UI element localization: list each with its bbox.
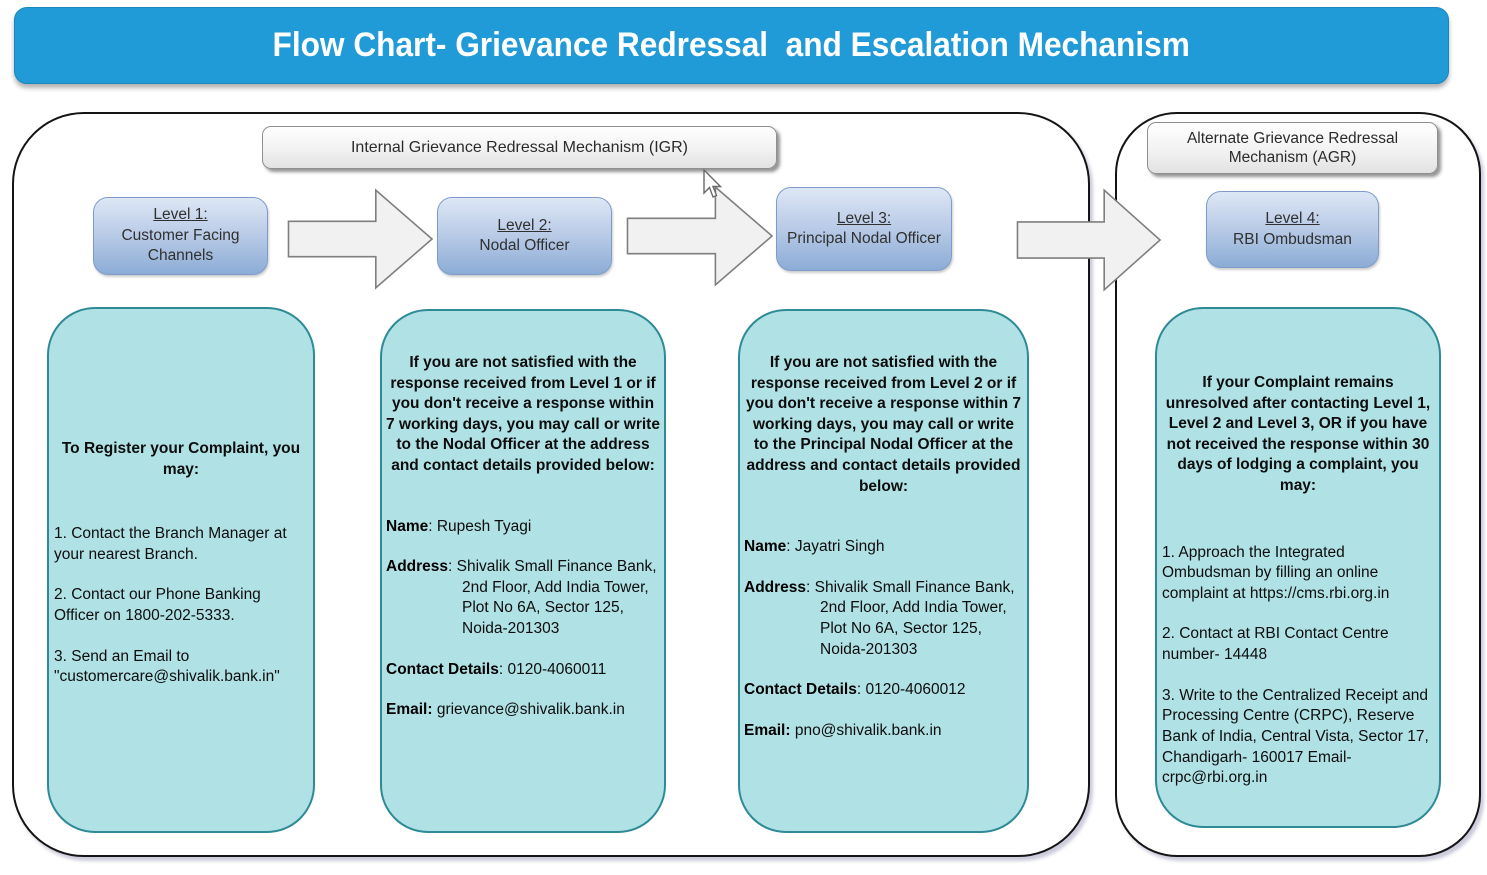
level1-item-1: 1. Contact the Branch Manager at your nearest Branch. <box>54 525 287 563</box>
arrow-level1-to-level2-icon <box>287 187 435 291</box>
level3-name: Principal Nodal Officer <box>787 230 941 247</box>
level3-box <box>776 187 952 271</box>
name-label: Name <box>386 517 429 535</box>
contact-value: : 0120-4060012 <box>856 681 966 699</box>
level1-label: Level 1: <box>153 206 208 224</box>
mouse-cursor-icon <box>701 169 725 199</box>
level2-name-line <box>386 517 660 538</box>
name-value: : Jayatri Singh <box>786 538 885 556</box>
address-value: : Shivalik Small Finance Bank, 2nd Floor, Add India Tower, Plot No 6A, Sector 125, Noida-201303 <box>806 578 1015 658</box>
level3-contact-line <box>744 680 1023 701</box>
level1-detail-box <box>47 307 315 833</box>
level2-name: Nodal Officer <box>479 237 570 254</box>
level2-box <box>437 197 612 275</box>
contact-value: : 0120-4060011 <box>498 660 607 678</box>
arrow-level3-to-level4-icon <box>1016 187 1163 293</box>
title-banner <box>14 7 1449 84</box>
level2-detail-box <box>380 309 666 833</box>
level4-label: Level 4: <box>1265 210 1320 228</box>
address-value: : Shivalik Small Finance Bank, 2nd Floor, Add India Tower, Plot No 6A, Sector 125, Noida-201303 <box>448 558 657 638</box>
level2-label: Level 2: <box>497 216 552 234</box>
level1-box <box>93 197 268 275</box>
level1-item-2: 2. Contact our Phone Banking Officer on 1800-202-5333. <box>54 586 261 625</box>
level1-detail-heading: To Register your Complaint, you may: <box>61 440 301 478</box>
level3-detail-intro: If you are not satisfied with the response received from Level 2 or if you don't receive a response within 7 working days, you may call or write to the Principal Nodal Officer at the address and contact details provided below: <box>745 354 1021 495</box>
level4-box <box>1206 191 1379 268</box>
contact-label: Contact Details <box>744 681 857 699</box>
level2-contact-line <box>386 660 660 681</box>
arrow-level2-to-level3-icon <box>626 184 775 288</box>
level2-email-line <box>386 700 660 721</box>
level4-item-1: 1. Approach the Integrated Ombudsman by filling an online complaint at https://cms.rbi.org.in <box>1162 543 1390 602</box>
level2-detail-intro: If you are not satisfied with the response received from Level 1 or if you don't receive a response within 7 working days, you may call or write to the Nodal Officer at the address and contact details provided below: <box>386 354 660 475</box>
level3-email-line <box>744 721 1023 742</box>
contact-label: Contact Details <box>386 660 499 678</box>
email-value: grievance@shivalik.bank.in <box>432 701 625 719</box>
level3-name-line <box>744 537 1023 558</box>
level2-address-line <box>386 557 660 639</box>
level4-name: RBI Ombudsman <box>1233 230 1352 248</box>
level3-detail-box <box>738 309 1029 833</box>
address-label: Address <box>386 558 449 576</box>
address-label: Address <box>744 578 807 596</box>
email-label: Email: <box>744 721 791 739</box>
level4-detail-box <box>1155 307 1441 828</box>
level4-item-3: 3. Write to the Centralized Receipt and Processing Centre (CRPC), Reserve Bank of India, Central Vista, Sector 17, Chandigarh- 160017 Email- crpc@rbi.org.in <box>1162 686 1429 787</box>
name-value: : Rupesh Tyagi <box>428 517 532 535</box>
igr-section-header <box>262 126 777 169</box>
level3-address-line <box>744 578 1023 660</box>
level3-label: Level 3: <box>836 209 892 227</box>
email-value: pno@shivalik.bank.in <box>790 721 942 739</box>
level4-detail-intro: If your Complaint remains unresolved after contacting Level 1, Level 2 and Level 3, OR if you have not received the response within 30 days of lodging a complaint, you may: <box>1165 374 1431 495</box>
name-label: Name <box>744 538 787 556</box>
level1-name: Customer Facing Channels <box>121 226 240 265</box>
level1-item-3: 3. Send an Email to "customercare@shivalik.bank.in" <box>54 647 280 686</box>
level4-item-2: 2. Contact at RBI Contact Centre number- 14448 <box>1162 625 1389 664</box>
email-label: Email: <box>386 701 433 719</box>
page-title: Flow Chart- Grievance Redressal and Escalation Mechanism <box>272 26 1191 64</box>
agr-section-header <box>1147 122 1438 174</box>
igr-section-header-label: Internal Grievance Redressal Mechanism (IGR) <box>350 138 688 156</box>
agr-section-header-label: Alternate Grievance Redressal Mechanism (AGR) <box>1186 129 1399 166</box>
